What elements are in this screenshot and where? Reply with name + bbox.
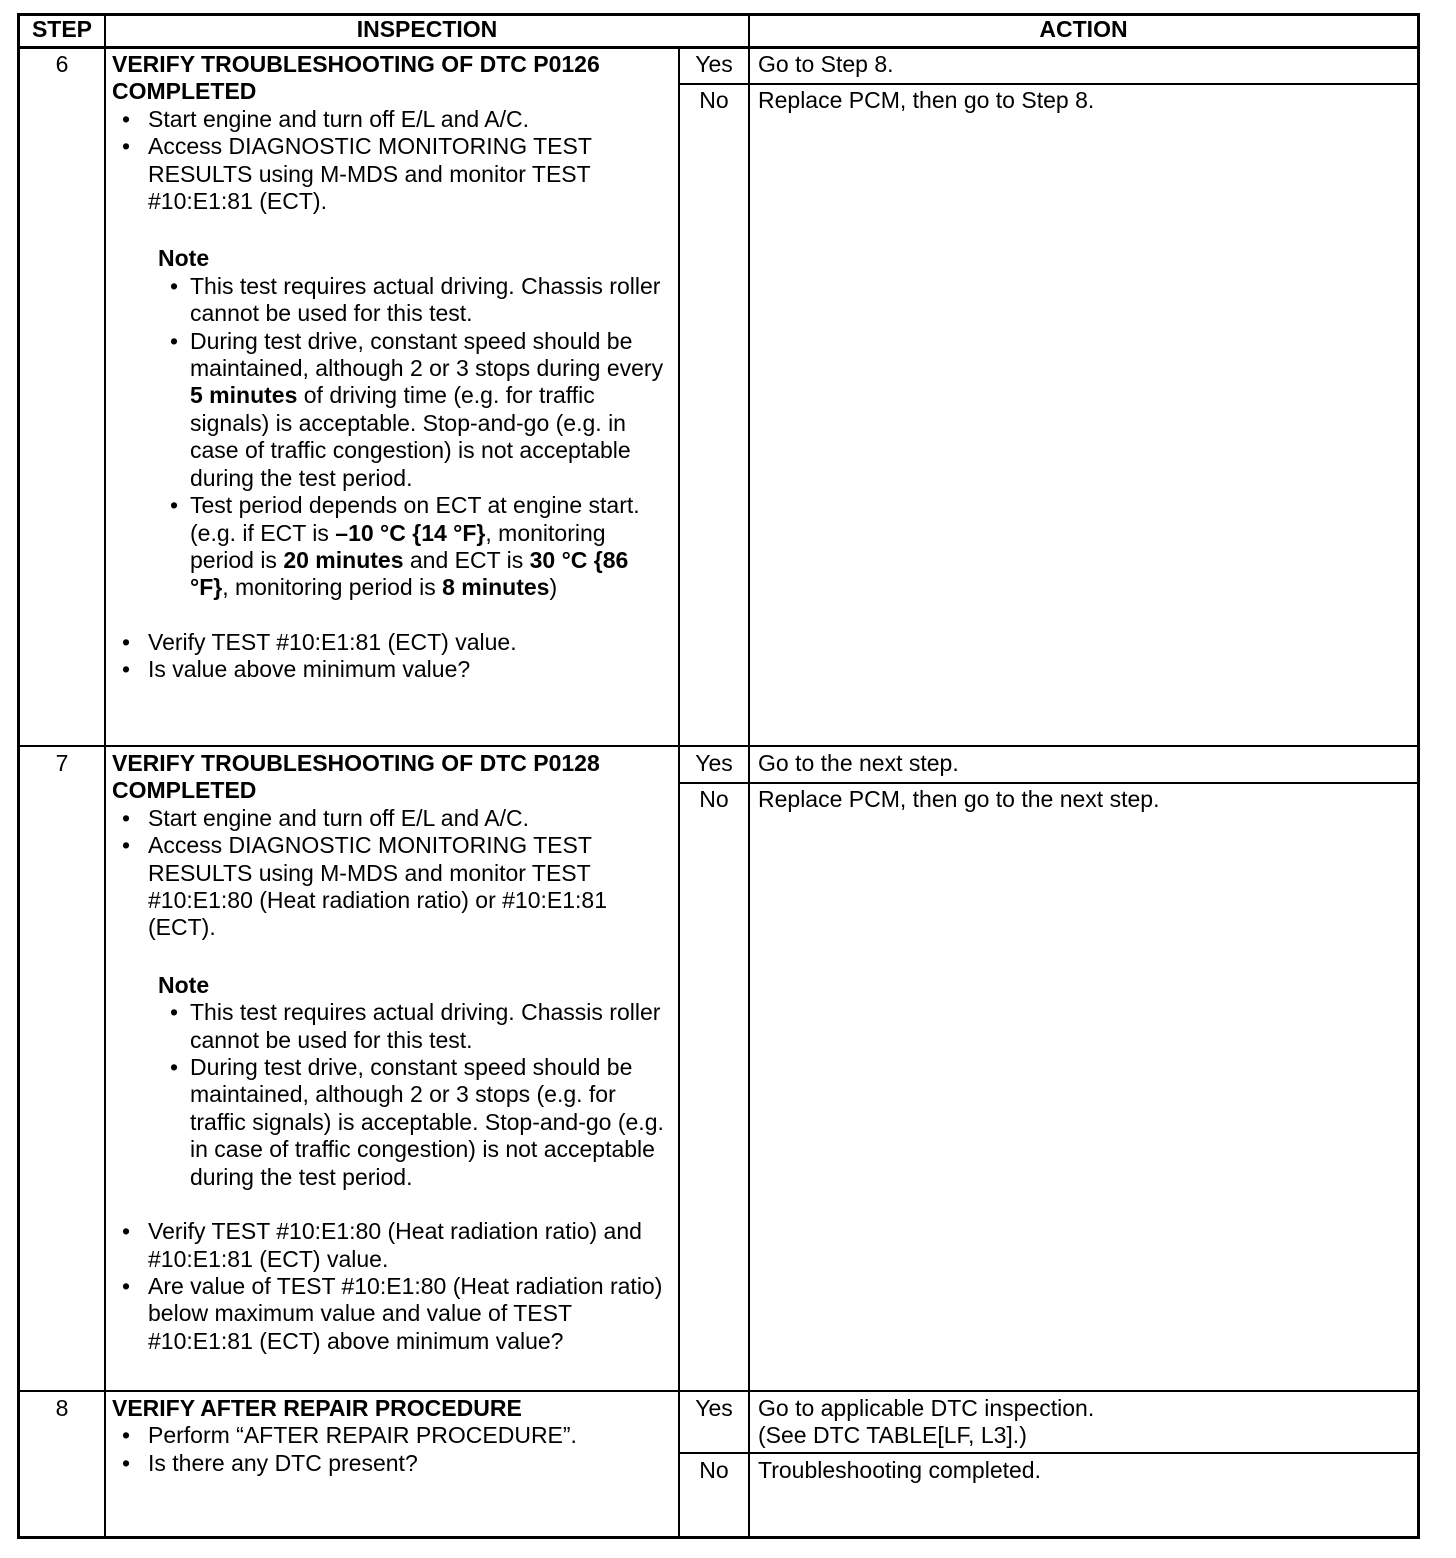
header-inspection: INSPECTION [356,16,498,42]
note-list [158,999,672,1191]
step-number: 7 [55,750,69,776]
note-item: • During test drive, constant speed should be maintained, although 2 or 3 stops during every 5 minutes of driving time (e.g. for traffic signals) is acceptable. Stop-and-go (e.g. in case of traffic congestion) is not acceptable during the test period. [158,328,672,492]
list-item: • Is value above minimum value? [112,656,672,683]
dtc-table-reference: (See DTC TABLE[LF, L3].) [758,1422,1027,1449]
note-item: • This test requires actual driving. Chassis roller cannot be used for this test. [158,999,672,1054]
note-label: Note [158,971,210,998]
divider-row7-yes-no [678,782,1420,784]
table-border-bottom [17,1536,1420,1539]
yes-label: Yes [695,51,733,77]
yes-label: Yes [695,1395,733,1421]
divider-yesno-action [748,13,750,1539]
list-item: • Are value of TEST #10:E1:80 (Heat radiation ratio) below maximum value and value of TEST #10:E1:81 (ECT) above minimum value? [112,1273,672,1355]
step-number: 6 [55,51,69,77]
inspection-cell-step-8 [112,1395,672,1477]
list-item: • Is there any DTC present? [112,1450,672,1477]
divider-row7-row8 [17,1390,1420,1392]
header-action: ACTION [1039,16,1128,42]
yes-action: Go to the next step. [758,750,959,776]
divider-header [17,46,1420,49]
list-item: • Perform “AFTER REPAIR PROCEDURE”. [112,1422,672,1449]
list-item: • Start engine and turn off E/L and A/C. [112,106,672,133]
divider-row8-yes-no [678,1452,1420,1454]
note-list [158,273,672,602]
list-item: • Verify TEST #10:E1:80 (Heat radiation ratio) and #10:E1:81 (ECT) value. [112,1218,672,1273]
divider-row6-row7 [17,745,1420,747]
no-action: Replace PCM, then go to Step 8. [758,87,1095,113]
note-item: • Test period depends on ECT at engine start. (e.g. if ECT is –10 °C {14 °F}, monitoring period is 20 minutes and ECT is 30 °C {86 °F}, monitoring period is 8 minutes) [158,492,672,602]
list-item: • Access DIAGNOSTIC MONITORING TEST RESULTS using M-MDS and monitor TEST #10:E1:81 (ECT). [112,133,672,215]
divider-step-inspection [104,13,106,1539]
yes-label: Yes [695,750,733,776]
header-step: STEP [31,16,93,42]
step-title-continued: COMPLETED [112,78,257,105]
no-label: No [699,87,729,113]
note-block [158,972,672,1191]
note-item: • This test requires actual driving. Chassis roller cannot be used for this test. [158,273,672,328]
note-block [158,245,672,601]
step-title: VERIFY AFTER REPAIR PROCEDURE [112,1395,522,1421]
list-item: • Verify TEST #10:E1:81 (ECT) value. [112,629,672,656]
yes-action: Go to Step 8. [758,51,894,77]
step-number: 8 [55,1395,69,1421]
no-action: Replace PCM, then go to the next step. [758,786,1160,812]
note-item: • During test drive, constant speed should be maintained, although 2 or 3 stops (e.g. for traffic signals) is acceptable. Stop-and-go (e.g. in case of traffic congestion) is not acceptable during the test period. [158,1054,672,1191]
note-label: Note [158,245,210,272]
no-label: No [699,1457,729,1483]
no-action: Troubleshooting completed. [758,1457,1041,1483]
no-label: No [699,786,729,812]
list-item: • Start engine and turn off E/L and A/C. [112,805,672,832]
step-title: VERIFY TROUBLESHOOTING OF DTC P0126 [112,51,600,77]
table-border-right [1417,13,1420,1539]
inspection-cell-step-7 [112,750,672,1355]
inspection-cell-step-6 [112,51,672,684]
yes-action-line: Go to applicable DTC inspection. [758,1395,1095,1421]
divider-row6-yes-no [678,83,1420,85]
list-item: • Access DIAGNOSTIC MONITORING TEST RESULTS using M-MDS and monitor TEST #10:E1:80 (Heat radiation ratio) or #10:E1:81 (ECT). [112,832,672,942]
step-title: VERIFY TROUBLESHOOTING OF DTC P0128 [112,750,600,776]
yes-action [758,1395,1408,1450]
step-title-continued: COMPLETED [112,777,257,804]
